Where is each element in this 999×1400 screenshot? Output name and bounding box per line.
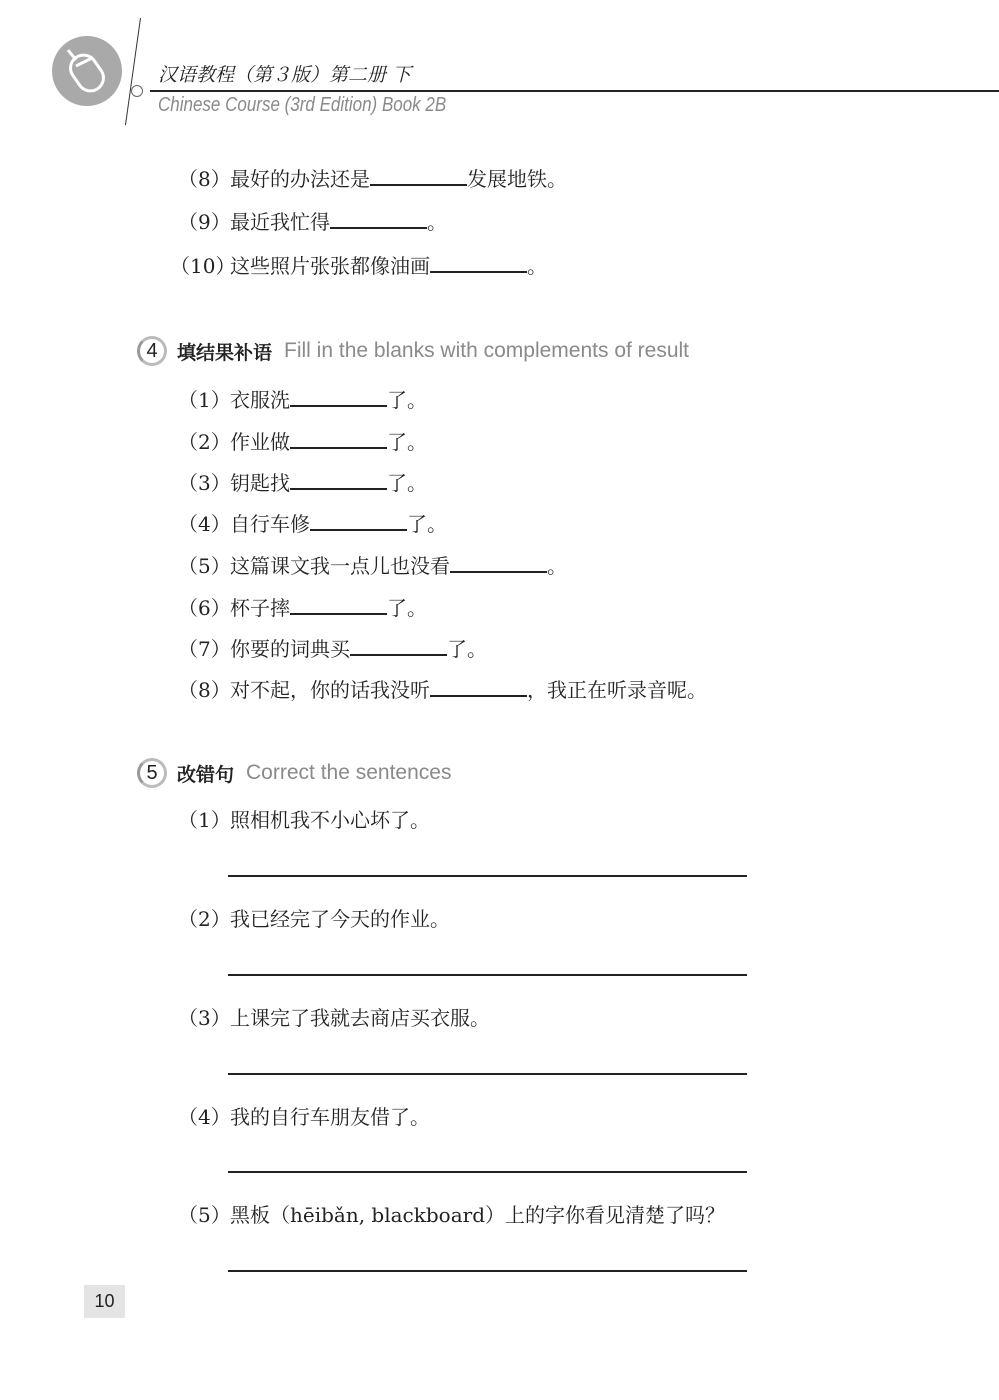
page-number: 10	[84, 1285, 125, 1318]
section-title-cn: 填结果补语	[177, 341, 273, 364]
answer-blank[interactable]	[370, 164, 467, 186]
item-text-after: 了。	[387, 388, 427, 412]
mouse-logo-icon	[52, 36, 122, 106]
item-number: （10）	[170, 254, 236, 278]
item-text-after: 发展地铁。	[467, 167, 567, 191]
answer-blank[interactable]	[430, 251, 527, 273]
exercise-item	[178, 385, 427, 413]
exercise-item	[178, 509, 447, 537]
answer-blank[interactable]	[330, 207, 427, 229]
exercise-item	[178, 634, 487, 662]
item-text-before: 这些照片张张都像油画	[230, 254, 430, 278]
item-number: （7）	[178, 637, 231, 661]
item-number: （2）	[178, 907, 231, 931]
item-text-after: 。	[427, 210, 447, 234]
exercise-item	[178, 551, 567, 579]
item-text-before: 最近我忙得	[230, 210, 330, 234]
answer-blank[interactable]	[290, 593, 387, 615]
item-number: （9）	[178, 210, 231, 234]
item-text-before: 衣服洗	[230, 388, 290, 412]
exercise-item	[178, 593, 427, 621]
answer-blank[interactable]	[290, 468, 387, 490]
answer-blank[interactable]	[290, 385, 387, 407]
item-text-before: 钥匙找	[230, 471, 290, 495]
item-text-before: 自行车修	[230, 512, 310, 536]
item-number: （3）	[178, 1006, 231, 1030]
section-title-en: Correct the sentences	[246, 761, 452, 784]
answer-blank[interactable]	[450, 551, 547, 573]
answer-line[interactable]	[228, 974, 747, 976]
answer-line[interactable]	[228, 875, 747, 877]
item-number: （1）	[178, 388, 231, 412]
item-text-before: 这篇课文我一点儿也没看	[230, 554, 450, 578]
item-text-after: 了。	[447, 637, 487, 661]
header-divider-vertical	[125, 18, 141, 125]
item-text: 上课完了我就去商店买衣服。	[230, 1006, 490, 1030]
item-text-before: 作业做	[230, 430, 290, 454]
answer-line[interactable]	[228, 1171, 747, 1173]
item-text: 我的自行车朋友借了。	[230, 1105, 430, 1129]
answer-line[interactable]	[228, 1073, 747, 1075]
item-text: 我已经完了今天的作业。	[230, 907, 450, 931]
item-text-before: 你要的词典买	[230, 637, 350, 661]
item-number: （5）	[178, 1203, 231, 1227]
item-number: （5）	[178, 554, 231, 578]
exercise-item	[178, 1202, 725, 1228]
section-title-cn: 改错句	[177, 763, 235, 786]
exercise-item	[178, 164, 567, 192]
item-number: （3）	[178, 471, 231, 495]
exercise-item	[178, 807, 430, 833]
item-number: （4）	[178, 1105, 231, 1129]
item-number: （4）	[178, 512, 231, 536]
answer-line[interactable]	[228, 1270, 747, 1272]
item-text-after: 。	[547, 554, 567, 578]
section4-header	[137, 336, 689, 366]
exercise-item	[178, 468, 427, 496]
section-number-badge: 5	[137, 758, 167, 788]
item-text: 照相机我不小心坏了。	[230, 808, 430, 832]
item-text-before: 最好的办法还是	[230, 167, 370, 191]
item-number: （1）	[178, 808, 231, 832]
answer-blank[interactable]	[310, 509, 407, 531]
section-title-en: Fill in the blanks with complements of result	[284, 339, 690, 362]
item-number: （8）	[178, 678, 231, 702]
answer-blank[interactable]	[350, 634, 447, 656]
item-text: 黑板（hēibǎn, blackboard）上的字你看见清楚了吗？	[230, 1203, 726, 1227]
exercise-item	[178, 906, 450, 932]
section5-header	[137, 758, 451, 788]
item-number: （2）	[178, 430, 231, 454]
exercise-item	[178, 427, 427, 455]
item-text-after: 了。	[407, 512, 447, 536]
item-text-after: ，我正在听录音呢。	[527, 678, 707, 702]
exercise-item	[170, 251, 547, 279]
section-number-badge: 4	[137, 336, 167, 366]
item-number: （8）	[178, 167, 231, 191]
book-title-en: Chinese Course (3rd Edition) Book 2B	[158, 94, 447, 116]
item-text-after: 了。	[387, 596, 427, 620]
item-text-before: 对不起，你的话我没听	[230, 678, 430, 702]
item-number: （6）	[178, 596, 231, 620]
item-text-after: 了。	[387, 430, 427, 454]
ring-icon	[131, 85, 143, 97]
answer-blank[interactable]	[430, 675, 527, 697]
exercise-item	[178, 675, 707, 703]
answer-blank[interactable]	[290, 427, 387, 449]
exercise-item	[178, 1104, 430, 1130]
item-text-after: 。	[527, 254, 547, 278]
exercise-item	[178, 1005, 490, 1031]
item-text-after: 了。	[387, 471, 427, 495]
book-title-cn: 汉语教程（第３版）第二册 下	[158, 64, 412, 86]
header-divider	[150, 90, 999, 92]
exercise-item	[178, 207, 447, 235]
item-text-before: 杯子摔	[230, 596, 290, 620]
